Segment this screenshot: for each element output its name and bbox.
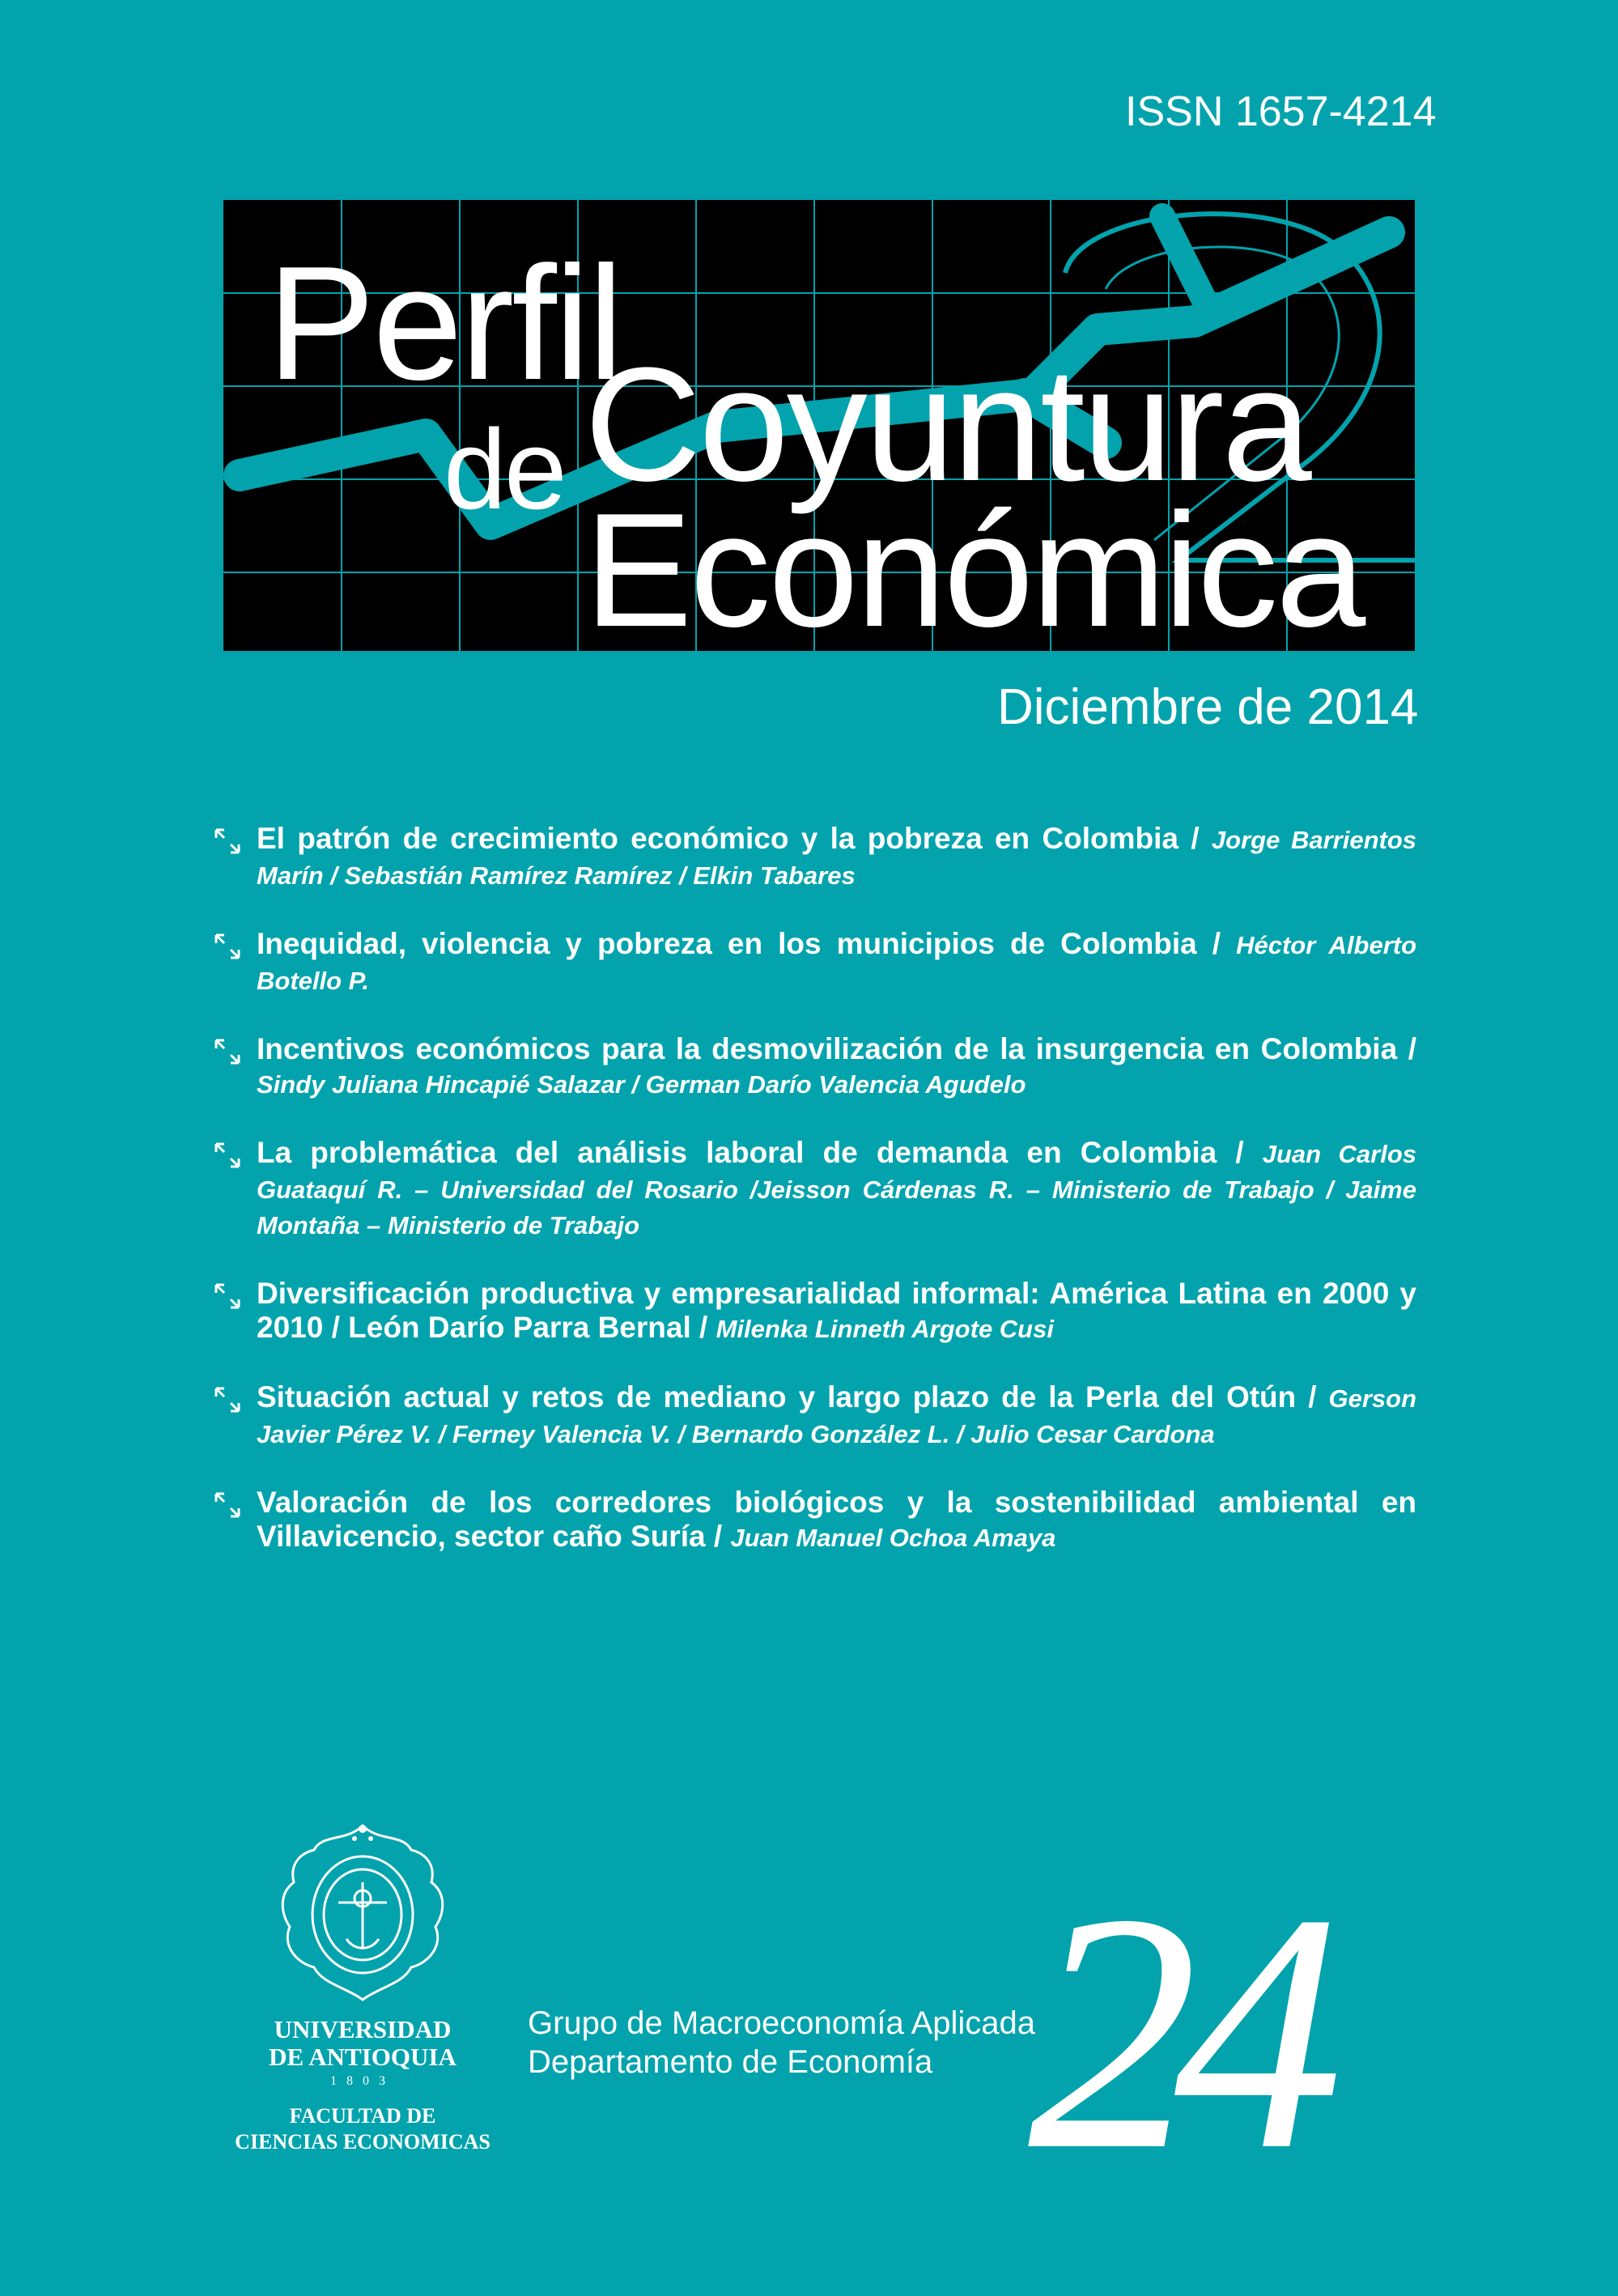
title-economica: Económica — [584, 480, 1364, 661]
university-name-line2: DE ANTIOQUIA — [269, 2043, 457, 2071]
article-title: El patrón de crecimiento económico y la pobreza en Colombia — [257, 822, 1179, 855]
list-item: Inequidad, violencia y pobreza en los municipios de Colombia / Héctor Alberto Botello P. — [214, 927, 1416, 998]
university-year: 1803 — [330, 2074, 395, 2088]
article-authors: Juan Carlos Guataquí R. – Universidad del Rosario /Jeisson Cárdenas R. – Ministerio de Trabajo / Jaime Montaña – Ministerio de Trabajo — [257, 1140, 1416, 1239]
university-name-line1: UNIVERSIDAD — [274, 2015, 452, 2043]
department-name: Departamento de Economía — [528, 2044, 933, 2080]
expand-arrows-icon — [214, 1142, 240, 1168]
article-title: Valoración de los corredores biológicos y la sostenibilidad ambiental en Villavicencio, sector caño Suría — [257, 1486, 1416, 1553]
faculty-line1: FACULTAD DE — [289, 2104, 436, 2128]
expand-arrows-icon — [214, 933, 240, 959]
research-group — [528, 2004, 1035, 2081]
expand-arrows-icon — [214, 828, 240, 854]
university-name — [233, 2016, 492, 2071]
article-authors: Gerson Javier Pérez V. / Ferney Valencia V. / Bernardo González L. / Julio Cesar Cardona — [257, 1384, 1416, 1448]
list-item: Situación actual y retos de mediano y largo plazo de la Perla del Otún / Gerson Javier Pérez V. / Ferney Valencia V. / Bernardo González L. / Julio Cesar Cardona — [214, 1380, 1416, 1452]
title-coyuntura: Coyuntura — [584, 334, 1310, 515]
article-authors: Sindy Juliana Hincapié Salazar / German Darío Valencia Agudelo — [257, 1070, 1026, 1099]
faculty-name — [194, 2103, 531, 2155]
expand-arrows-icon — [214, 1283, 240, 1309]
list-item: Incentivos económicos para la desmovilización de la insurgencia en Colombia / Sindy Juliana Hincapié Salazar / German Darío Valencia Agudelo — [214, 1032, 1416, 1102]
list-item: Diversificación productiva y empresarialidad informal: América Latina en 2000 y 2010 / León Darío Parra Bernal / Milenka Linneth Argote Cusi — [214, 1277, 1416, 1346]
article-title: Diversificación productiva y empresarialidad informal: América Latina en 2000 y 2010 / León Darío Parra Bernal — [257, 1277, 1416, 1344]
expand-arrows-icon — [214, 1039, 240, 1065]
faculty-line2: CIENCIAS ECONOMICAS — [235, 2130, 490, 2154]
expand-arrows-icon — [214, 1492, 240, 1518]
article-authors: Milenka Linneth Argote Cusi — [716, 1315, 1054, 1343]
issn: ISSN 1657-4214 — [1125, 88, 1437, 135]
article-title: Situación actual y retos de mediano y largo plazo de la Perla del Otún — [257, 1380, 1297, 1414]
list-item: La problemática del análisis laboral de demanda en Colombia / Juan Carlos Guataquí R. – Universidad del Rosario /Jeisson Cárdenas R. – Ministerio de Trabajo / Jaime Montaña – Ministerio de Trabajo — [214, 1136, 1416, 1243]
article-authors: Jorge Barrientos Marín / Sebastián Ramírez Ramírez / Elkin Tabares — [257, 826, 1417, 890]
article-title: Inequidad, violencia y pobreza en los municipios de Colombia — [257, 927, 1197, 960]
title-perfil: Perfil — [267, 233, 622, 414]
article-title: Incentivos económicos para la desmovilización de la insurgencia en Colombia — [257, 1032, 1398, 1065]
expand-arrows-icon — [214, 1387, 240, 1413]
article-title: La problemática del análisis laboral de demanda en Colombia — [257, 1136, 1217, 1169]
title-de: de — [444, 406, 565, 533]
group-name: Grupo de Macroeconomía Aplicada — [528, 2005, 1036, 2041]
issue-date: Diciembre de 2014 — [997, 679, 1419, 735]
article-list — [214, 822, 1416, 1589]
issue-number: 24 — [1028, 1843, 1319, 2220]
list-item: El patrón de crecimiento económico y la pobreza en Colombia / Jorge Barrientos Marín / Sebastián Ramírez Ramírez / Elkin Tabares — [214, 822, 1416, 893]
article-authors: Juan Manuel Ochoa Amaya — [730, 1524, 1056, 1552]
article-authors: Héctor Alberto Botello P. — [257, 931, 1417, 995]
list-item: Valoración de los corredores biológicos y la sostenibilidad ambiental en Villavicencio, sector caño Suría / Juan Manuel Ochoa Amaya — [214, 1486, 1416, 1555]
university-crest-logo — [233, 1818, 492, 2012]
